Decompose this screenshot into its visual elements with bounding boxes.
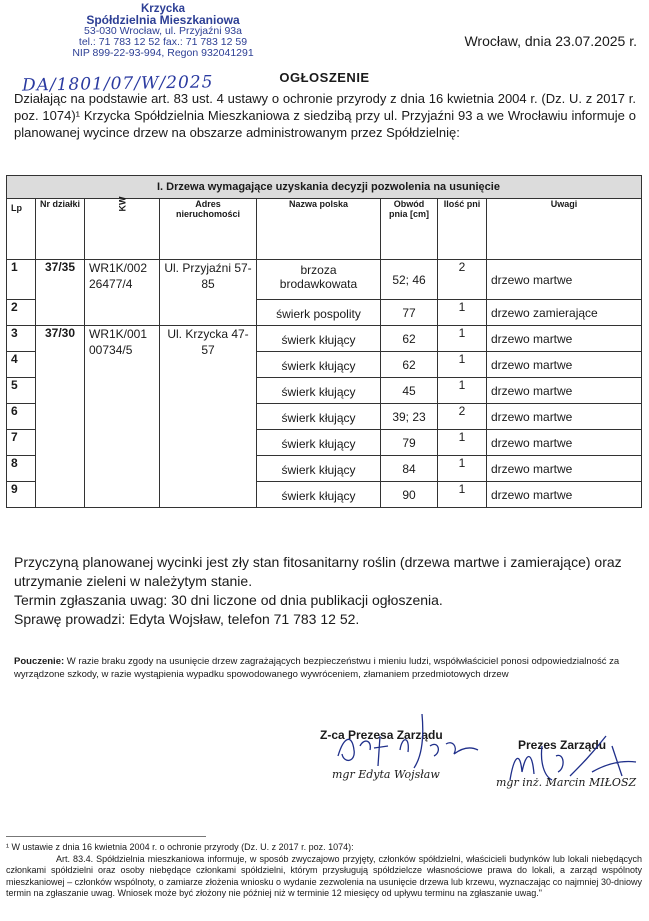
stamp-line-3: 53-030 Wrocław, ul. Przyjaźni 93a <box>84 25 242 37</box>
cell-ilosc: 2 <box>438 260 487 300</box>
cell-uwagi: drzewo martwe <box>487 404 642 430</box>
header-kw-label: KW <box>117 196 127 212</box>
closing-reason: Przyczyną planowanej wycinki jest zły stan fitosanitarny roślin (drzewa martwe i zamierające) oraz utrzymanie zieleni w należytym stanie. <box>14 554 622 589</box>
header-nr-dzialki: Nr działki <box>36 199 85 260</box>
cell-nazwa: świerk kłujący <box>257 404 381 430</box>
cell-uwagi: drzewo martwe <box>487 456 642 482</box>
cell-nazwa: świerk kłujący <box>257 456 381 482</box>
cell-obwod: 90 <box>381 482 438 508</box>
header-adres: Adres nieruchomości <box>160 199 257 260</box>
cell-kw: WR1K/002 26477/4 <box>85 260 160 326</box>
pouczenie-text: W razie braku zgody na usunięcie drzew zagrażających bezpieczeństwu i mieniu ludzi, współwłaściciel ponosi odpowiedzialność za wyrządzone szkody, w razie wystąpienia wypadku spowodowanego wywróceniem, złamaniem przedmiotowych drzew <box>14 656 620 680</box>
cell-obwod: 77 <box>381 300 438 326</box>
company-stamp <box>28 4 298 59</box>
cell-obwod: 52; 46 <box>381 260 438 300</box>
cell-nazwa: świerk kłujący <box>257 378 381 404</box>
pouczenie-label: Pouczenie: <box>14 656 65 667</box>
cell-uwagi: drzewo martwe <box>487 482 642 508</box>
stamp-line-4: tel.: 71 783 12 52 fax.: 71 783 12 59 <box>78 36 248 48</box>
cell-uwagi: drzewo zamierające <box>487 300 642 326</box>
signature-right-title: Prezes Zarządu <box>518 738 607 752</box>
header-uwagi: Uwagi <box>487 199 642 260</box>
cell-ilosc: 1 <box>438 430 487 456</box>
table-row <box>7 260 642 300</box>
header-obwod: Obwód pnia [cm] <box>381 199 438 260</box>
cell-ilosc: 1 <box>438 326 487 352</box>
cell-uwagi: drzewo martwe <box>487 326 642 352</box>
footnote <box>6 842 642 900</box>
cell-nazwa: świerk kłujący <box>257 352 381 378</box>
cell-dzialka: 37/30 <box>36 326 85 508</box>
pouczenie-block <box>14 655 638 681</box>
cell-nazwa: świerk pospolity <box>257 300 381 326</box>
table-row <box>7 326 642 352</box>
cell-lp: 1 <box>7 260 36 300</box>
stamp-line-2: Spółdzielnia Mieszkaniowa <box>86 13 240 27</box>
cell-uwagi: drzewo martwe <box>487 260 642 300</box>
stamp-line-1: Krzycka <box>140 3 186 15</box>
header-kw <box>85 196 160 260</box>
signature-left-name: mgr Edyta Wojsław <box>332 768 440 781</box>
closing-contact: Sprawę prowadzi: Edyta Wojsław, telefon 71 783 12 52. <box>14 611 360 627</box>
signature-right-name: mgr inż. Marcin MIŁOSZ <box>496 776 637 789</box>
header-ilosc: Ilość pni <box>438 199 487 260</box>
cell-nazwa: świerk kłujący <box>257 326 381 352</box>
signature-left-title: Z-ca Prezesa Zarządu <box>320 728 443 742</box>
cell-lp: 9 <box>7 482 36 508</box>
cell-adres: Ul. Krzycka 47-57 <box>160 326 257 508</box>
stamp-line-5: NIP 899-22-93-994, Regon 932041291 <box>72 47 254 59</box>
cell-obwod: 62 <box>381 326 438 352</box>
cell-kw: WR1K/001 00734/5 <box>85 326 160 508</box>
cell-nazwa: świerk kłujący <box>257 482 381 508</box>
cell-obwod: 79 <box>381 430 438 456</box>
cell-ilosc: 1 <box>438 456 487 482</box>
cell-adres: Ul. Przyjaźni 57-85 <box>160 260 257 326</box>
cell-uwagi: drzewo martwe <box>487 430 642 456</box>
cell-uwagi: drzewo martwe <box>487 378 642 404</box>
cell-lp: 6 <box>7 404 36 430</box>
cell-obwod: 84 <box>381 456 438 482</box>
closing-deadline: Termin zgłaszania uwag: 30 dni liczone od dnia publikacji ogłoszenia. <box>14 592 443 608</box>
cell-obwod: 45 <box>381 378 438 404</box>
cell-ilosc: 1 <box>438 482 487 508</box>
cell-ilosc: 1 <box>438 352 487 378</box>
cell-lp: 4 <box>7 352 36 378</box>
reference-number: DA/1801/07/W/2025 <box>21 72 214 96</box>
footnote-body: Art. 83.4. Spółdzielnia mieszkaniowa informuje, w sposób zwyczajowo przyjęty, członków spółdzielni, właścicieli budynków lub lokali niebędących członkami spółdzielni oraz osoby niebędące członkami spółdzielni, którym przysługują spółdzielcze własnościowe prawa do lokali, a zarząd wspólnoty mieszkaniowej – członków wspólnoty, o zamiarze złożenia wniosku o wydanie zezwolenia na usunięcie drzewa lub krzewu, wyznaczając co najmniej 30-dniowy termin na zgłaszanie uwag. Wniosek może być złożony nie później niż w terminie 12 miesięcy od upływu terminu na zgłaszanie uwag." <box>6 853 642 898</box>
cell-lp: 2 <box>7 300 36 326</box>
cell-ilosc: 2 <box>438 404 487 430</box>
cell-ilosc: 1 <box>438 300 487 326</box>
footnote-divider <box>6 836 206 837</box>
cell-ilosc: 1 <box>438 378 487 404</box>
trees-table <box>6 175 642 508</box>
cell-lp: 3 <box>7 326 36 352</box>
signature-left-scribble <box>330 706 500 776</box>
page-title: OGŁOSZENIE <box>279 70 370 85</box>
cell-obwod: 62 <box>381 352 438 378</box>
cell-dzialka: 37/35 <box>36 260 85 326</box>
header-lp: Lp <box>7 199 36 260</box>
cell-nazwa: świerk kłujący <box>257 430 381 456</box>
cell-lp: 7 <box>7 430 36 456</box>
intro-paragraph: Działając na podstawie art. 83 ust. 4 ustawy o ochronie przyrody z dnia 16 kwietnia 2004 r. (Dz. U. z 2017 r. poz. 1074)¹ Krzycka Spółdzielnia Mieszkaniowa z siedzibą przy ul. Przyjaźni 93 a we Wrocławiu informuje o planowanej wycince drzew na obszarze administrowanym przez Spółdzielnię: <box>14 91 636 140</box>
cell-obwod: 39; 23 <box>381 404 438 430</box>
header-nazwa: Nazwa polska <box>257 199 381 260</box>
place-date: Wrocław, dnia 23.07.2025 r. <box>464 33 637 49</box>
footnote-heading: ¹ W ustawie z dnia 16 kwietnia 2004 r. o ochronie przyrody (Dz. U. z 2017 r. poz. 1074): <box>6 842 354 852</box>
table-section-title: I. Drzewa wymagające uzyskania decyzji pozwolenia na usunięcie <box>7 176 642 199</box>
cell-nazwa: brzoza brodawkowata <box>257 260 381 300</box>
cell-uwagi: drzewo martwe <box>487 352 642 378</box>
cell-lp: 8 <box>7 456 36 482</box>
closing-block <box>14 553 644 629</box>
cell-lp: 5 <box>7 378 36 404</box>
